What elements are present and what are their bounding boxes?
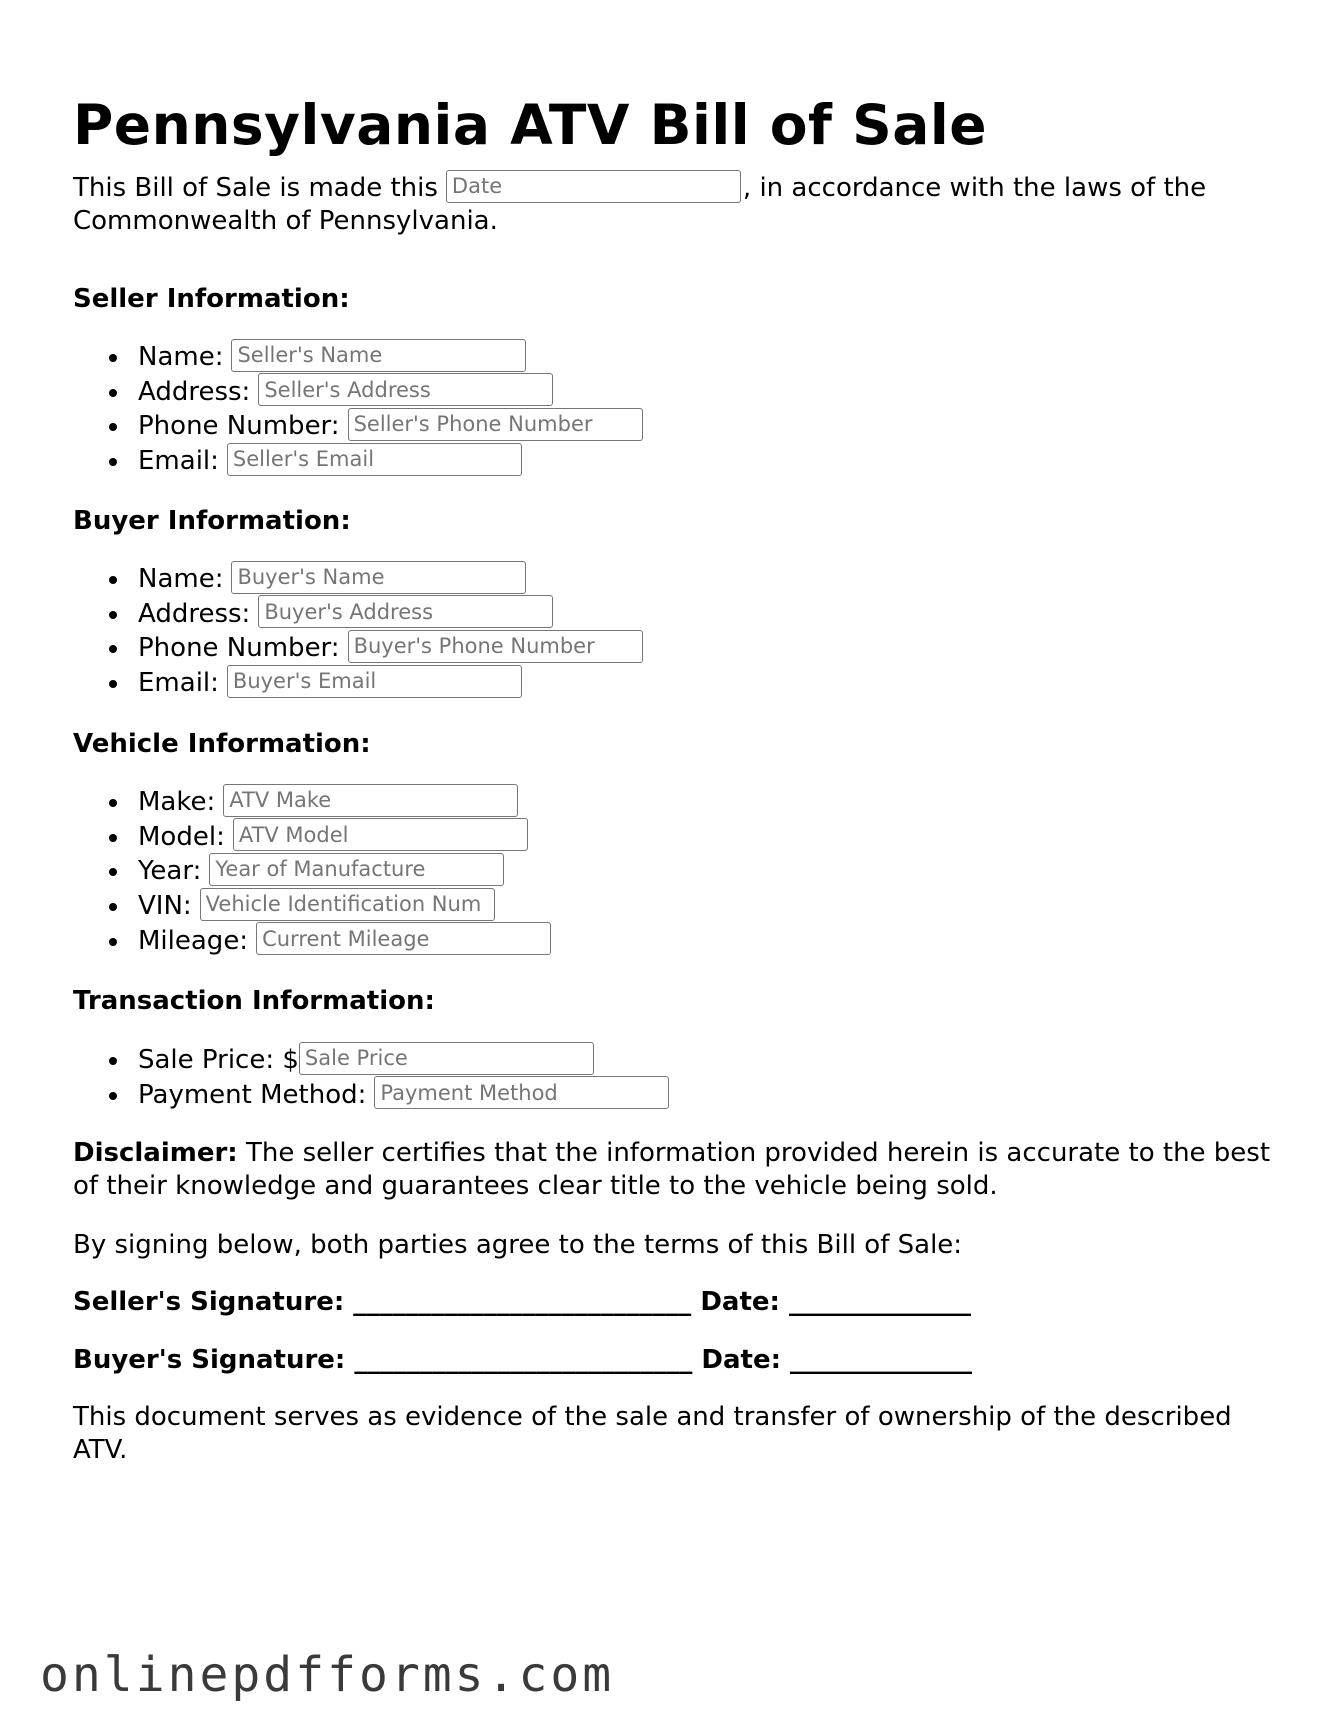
buyer-name-item bbox=[138, 562, 643, 597]
buyer-phone-label: Phone Number: bbox=[138, 633, 340, 664]
buyer-heading: Buyer Information: bbox=[73, 506, 351, 536]
transaction-heading: Transaction Information: bbox=[73, 986, 435, 1016]
vehicle-make-label: Make: bbox=[138, 787, 216, 817]
seller-fields-list bbox=[73, 340, 643, 479]
vehicle-model-label: Model: bbox=[138, 821, 225, 852]
payment-method-item bbox=[138, 1078, 669, 1113]
sale-price-label: Sale Price: $ bbox=[138, 1045, 299, 1075]
vehicle-vin-item bbox=[138, 889, 551, 924]
vehicle-model-item bbox=[138, 820, 551, 855]
seller-name-label: Name: bbox=[138, 342, 224, 372]
vehicle-year-item bbox=[138, 854, 551, 889]
buyer-phone-item bbox=[138, 631, 643, 666]
vehicle-mileage-input[interactable] bbox=[256, 922, 551, 955]
disclaimer-paragraph bbox=[73, 1137, 1273, 1203]
watermark-text: onlinepdfforms.com bbox=[40, 1647, 615, 1703]
vehicle-vin-input[interactable] bbox=[200, 888, 495, 921]
buyer-email-item bbox=[138, 666, 643, 701]
vehicle-vin-label: VIN: bbox=[138, 891, 192, 922]
vehicle-make-input[interactable] bbox=[223, 784, 518, 817]
buyer-address-item bbox=[138, 597, 643, 632]
payment-method-input[interactable] bbox=[374, 1076, 669, 1109]
buyer-name-label: Name: bbox=[138, 564, 224, 594]
buyer-email-input[interactable] bbox=[227, 665, 522, 698]
vehicle-model-input[interactable] bbox=[233, 818, 528, 851]
seller-address-item bbox=[138, 375, 643, 410]
buyer-fields-list bbox=[73, 562, 643, 701]
vehicle-year-input[interactable] bbox=[209, 853, 504, 886]
seller-email-label: Email: bbox=[138, 446, 219, 477]
seller-name-input[interactable] bbox=[231, 339, 526, 372]
sale-price-input[interactable] bbox=[299, 1042, 594, 1075]
seller-signature-line: Seller's Signature: __________________________ Date: ______________ bbox=[73, 1287, 971, 1317]
vehicle-heading: Vehicle Information: bbox=[73, 729, 371, 759]
buyer-address-input[interactable] bbox=[258, 595, 553, 628]
sale-price-item bbox=[138, 1043, 669, 1078]
buyer-email-label: Email: bbox=[138, 668, 219, 699]
buyer-signature-line: Buyer's Signature: __________________________ Date: ______________ bbox=[73, 1345, 973, 1375]
seller-heading: Seller Information: bbox=[73, 284, 350, 314]
date-input[interactable] bbox=[446, 170, 741, 203]
vehicle-fields-list bbox=[73, 785, 551, 958]
vehicle-make-item bbox=[138, 785, 551, 820]
seller-phone-label: Phone Number: bbox=[138, 411, 340, 442]
seller-email-item bbox=[138, 444, 643, 479]
closing-paragraph: This document serves as evidence of the sale and transfer of ownership of the described ATV. bbox=[73, 1402, 1232, 1465]
seller-phone-input[interactable] bbox=[348, 408, 643, 441]
agreement-text: By signing below, both parties agree to the terms of this Bill of Sale: bbox=[73, 1230, 963, 1260]
buyer-phone-input[interactable] bbox=[348, 630, 643, 663]
buyer-name-input[interactable] bbox=[231, 561, 526, 594]
intro-paragraph bbox=[73, 172, 1273, 238]
seller-address-label: Address: bbox=[138, 376, 251, 407]
transaction-fields-list bbox=[73, 1043, 669, 1112]
seller-email-input[interactable] bbox=[227, 443, 522, 476]
seller-phone-item bbox=[138, 409, 643, 444]
vehicle-mileage-item bbox=[138, 924, 551, 959]
intro-text-before: This Bill of Sale is made this bbox=[73, 173, 438, 203]
page-title: Pennsylvania ATV Bill of Sale bbox=[73, 93, 987, 157]
vehicle-mileage-label: Mileage: bbox=[138, 925, 249, 956]
seller-name-item bbox=[138, 340, 643, 375]
payment-method-label: Payment Method: bbox=[138, 1079, 367, 1110]
vehicle-year-label: Year: bbox=[138, 856, 202, 887]
buyer-address-label: Address: bbox=[138, 598, 251, 629]
disclaimer-label: Disclaimer: bbox=[73, 1138, 238, 1168]
disclaimer-text: The seller certifies that the information provided herein is accurate to the best of their knowledge and guarantees clear title to the vehicle being sold. bbox=[73, 1138, 1271, 1201]
seller-address-input[interactable] bbox=[258, 373, 553, 406]
intro-text-after: , in accordance with the laws of the Commonwealth of Pennsylvania. bbox=[73, 173, 1207, 236]
